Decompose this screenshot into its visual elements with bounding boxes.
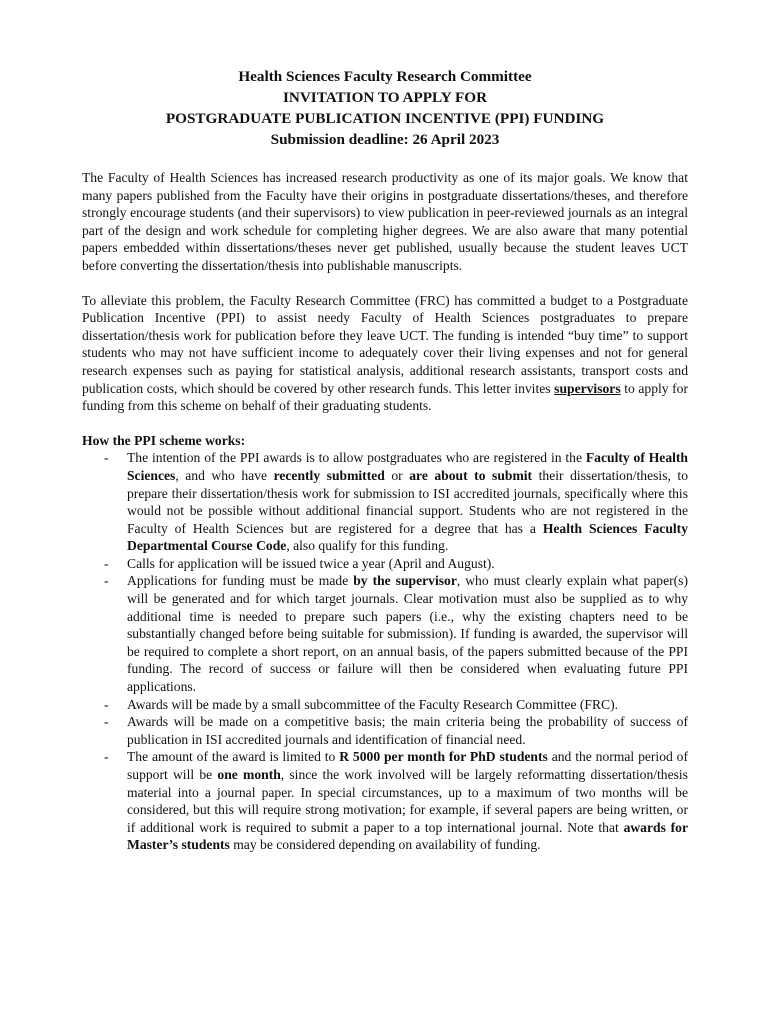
item-text: The amount of the award is limited to: [127, 749, 340, 765]
item-bold: Health Sciences Faculty Departmental Course Code: [127, 520, 688, 554]
item-bold: are about to submit: [409, 467, 533, 483]
scheme-heading: How the PPI scheme works:: [82, 432, 246, 448]
scheme-list: [82, 449, 688, 854]
item-bold: recently submitted: [273, 467, 385, 483]
item-bold: awards for Master’s students: [127, 819, 688, 853]
item-text: Awards will be made by a small subcommittee of the Faculty Research Committee (FRC).: [127, 696, 619, 712]
paragraph-2-text-b: to apply for funding from this scheme on behalf of their graduating students.: [82, 380, 688, 414]
title-committee: Health Sciences Faculty Research Committee: [238, 68, 532, 85]
list-item: [82, 696, 688, 714]
item-text: , and who have: [175, 467, 274, 483]
item-bold: one month: [217, 767, 281, 782]
item-text: Calls for application will be issued twice a year (April and August).: [127, 555, 495, 571]
list-item: [82, 713, 688, 748]
bullet-dash: -: [104, 555, 109, 571]
item-bold: R 5000 per month for PhD students: [339, 749, 548, 765]
list-item: [82, 572, 688, 695]
item-text: or: [384, 467, 410, 483]
bullet-dash: -: [104, 696, 109, 712]
item-text: Applications for funding must be made: [127, 573, 354, 589]
title-funding: POSTGRADUATE PUBLICATION INCENTIVE (PPI) FUNDING: [165, 110, 605, 127]
bullet-dash: -: [104, 714, 109, 730]
supervisors-emphasis: supervisors: [554, 380, 621, 396]
item-text: their dissertation/thesis, to prepare their dissertation/thesis work for submission to ISI accredited journals, specifically where this would not be possible without additional financial support. Students who are not registered in the Faculty of Health Sciences but are registered for a degree that has a: [127, 467, 688, 536]
item-text: The intention of the PPI awards is to allow postgraduates who are registered in the: [127, 450, 586, 466]
item-bold: by the supervisor: [353, 573, 457, 589]
item-text: and the normal period of support will be: [127, 749, 688, 782]
bullet-dash: -: [104, 450, 109, 466]
item-text: , since the work involved will be largely reformatting dissertation/thesis material into a journal paper. In special circumstances, up to a maximum of two months will be considered, but this will require strong motivation; for example, if several papers are being written, or if additional work is required to submit a paper to a top international journal. Note that: [127, 767, 688, 835]
title-invitation: INVITATION TO APPLY FOR: [282, 89, 488, 106]
item-text: may be considered depending on availability of funding.: [229, 837, 541, 853]
item-text: , also qualify for this funding.: [286, 538, 449, 554]
bullet-dash: -: [104, 573, 109, 589]
intro-paragraph-2: [82, 292, 688, 415]
list-item: [82, 555, 688, 573]
item-text: , who must clearly explain what paper(s) will be generated and for which target journals. Clear motivation must also be supplied as to why additional time is needed to prepare such papers (i.e., why the existing chapters need to be substantially changed before being suitable for submission). If funding is awarded, the supervisor will be required to complete a short report, on an annual basis, of the papers submitted because of the PPI funding. The record of success or failure will then be considered when evaluating future PPI applications.: [127, 573, 688, 695]
item-bold: Faculty of Health Sciences: [127, 450, 688, 483]
bullet-dash: -: [104, 749, 109, 765]
intro-paragraph-1: The Faculty of Health Sciences has increased research productivity as one of its major goals. We know that many papers published from the Faculty have their origins in postgraduate dissertations/theses, and therefore strongly encourage students (and their supervisors) to view publication in peer-reviewed journals as an integral part of the design and work schedule for completing higher degrees. We are also aware that many potential papers embedded within dissertations/theses never get published, usually because the student leaves UCT before converting the dissertation/thesis into publishable manuscripts.: [82, 170, 688, 273]
document-title: [82, 66, 688, 150]
list-item: [82, 748, 688, 854]
paragraph-2-text-a: To alleviate this problem, the Faculty Research Committee (FRC) has committed a budget to a Postgraduate Publication Incentive (PPI) to assist needy Faculty of Health Sciences postgraduates to prepare dissertation/thesis work for publication before they leave UCT. The funding is intended “buy time” to support students who may not have sufficient income to adequately cover their living expenses and not for general research expenses such as paying for statistical analysis, additional research assistants, transport costs and publication costs, which should be covered by other research funds. This letter invites: [82, 292, 688, 396]
title-deadline: Submission deadline: 26 April 2023: [270, 131, 500, 148]
item-text: Awards will be made on a competitive basis; the main criteria being the probability of success of publication in ISI accredited journals and identification of financial need.: [127, 714, 688, 747]
document-page: [82, 66, 688, 854]
list-item: [82, 449, 688, 555]
